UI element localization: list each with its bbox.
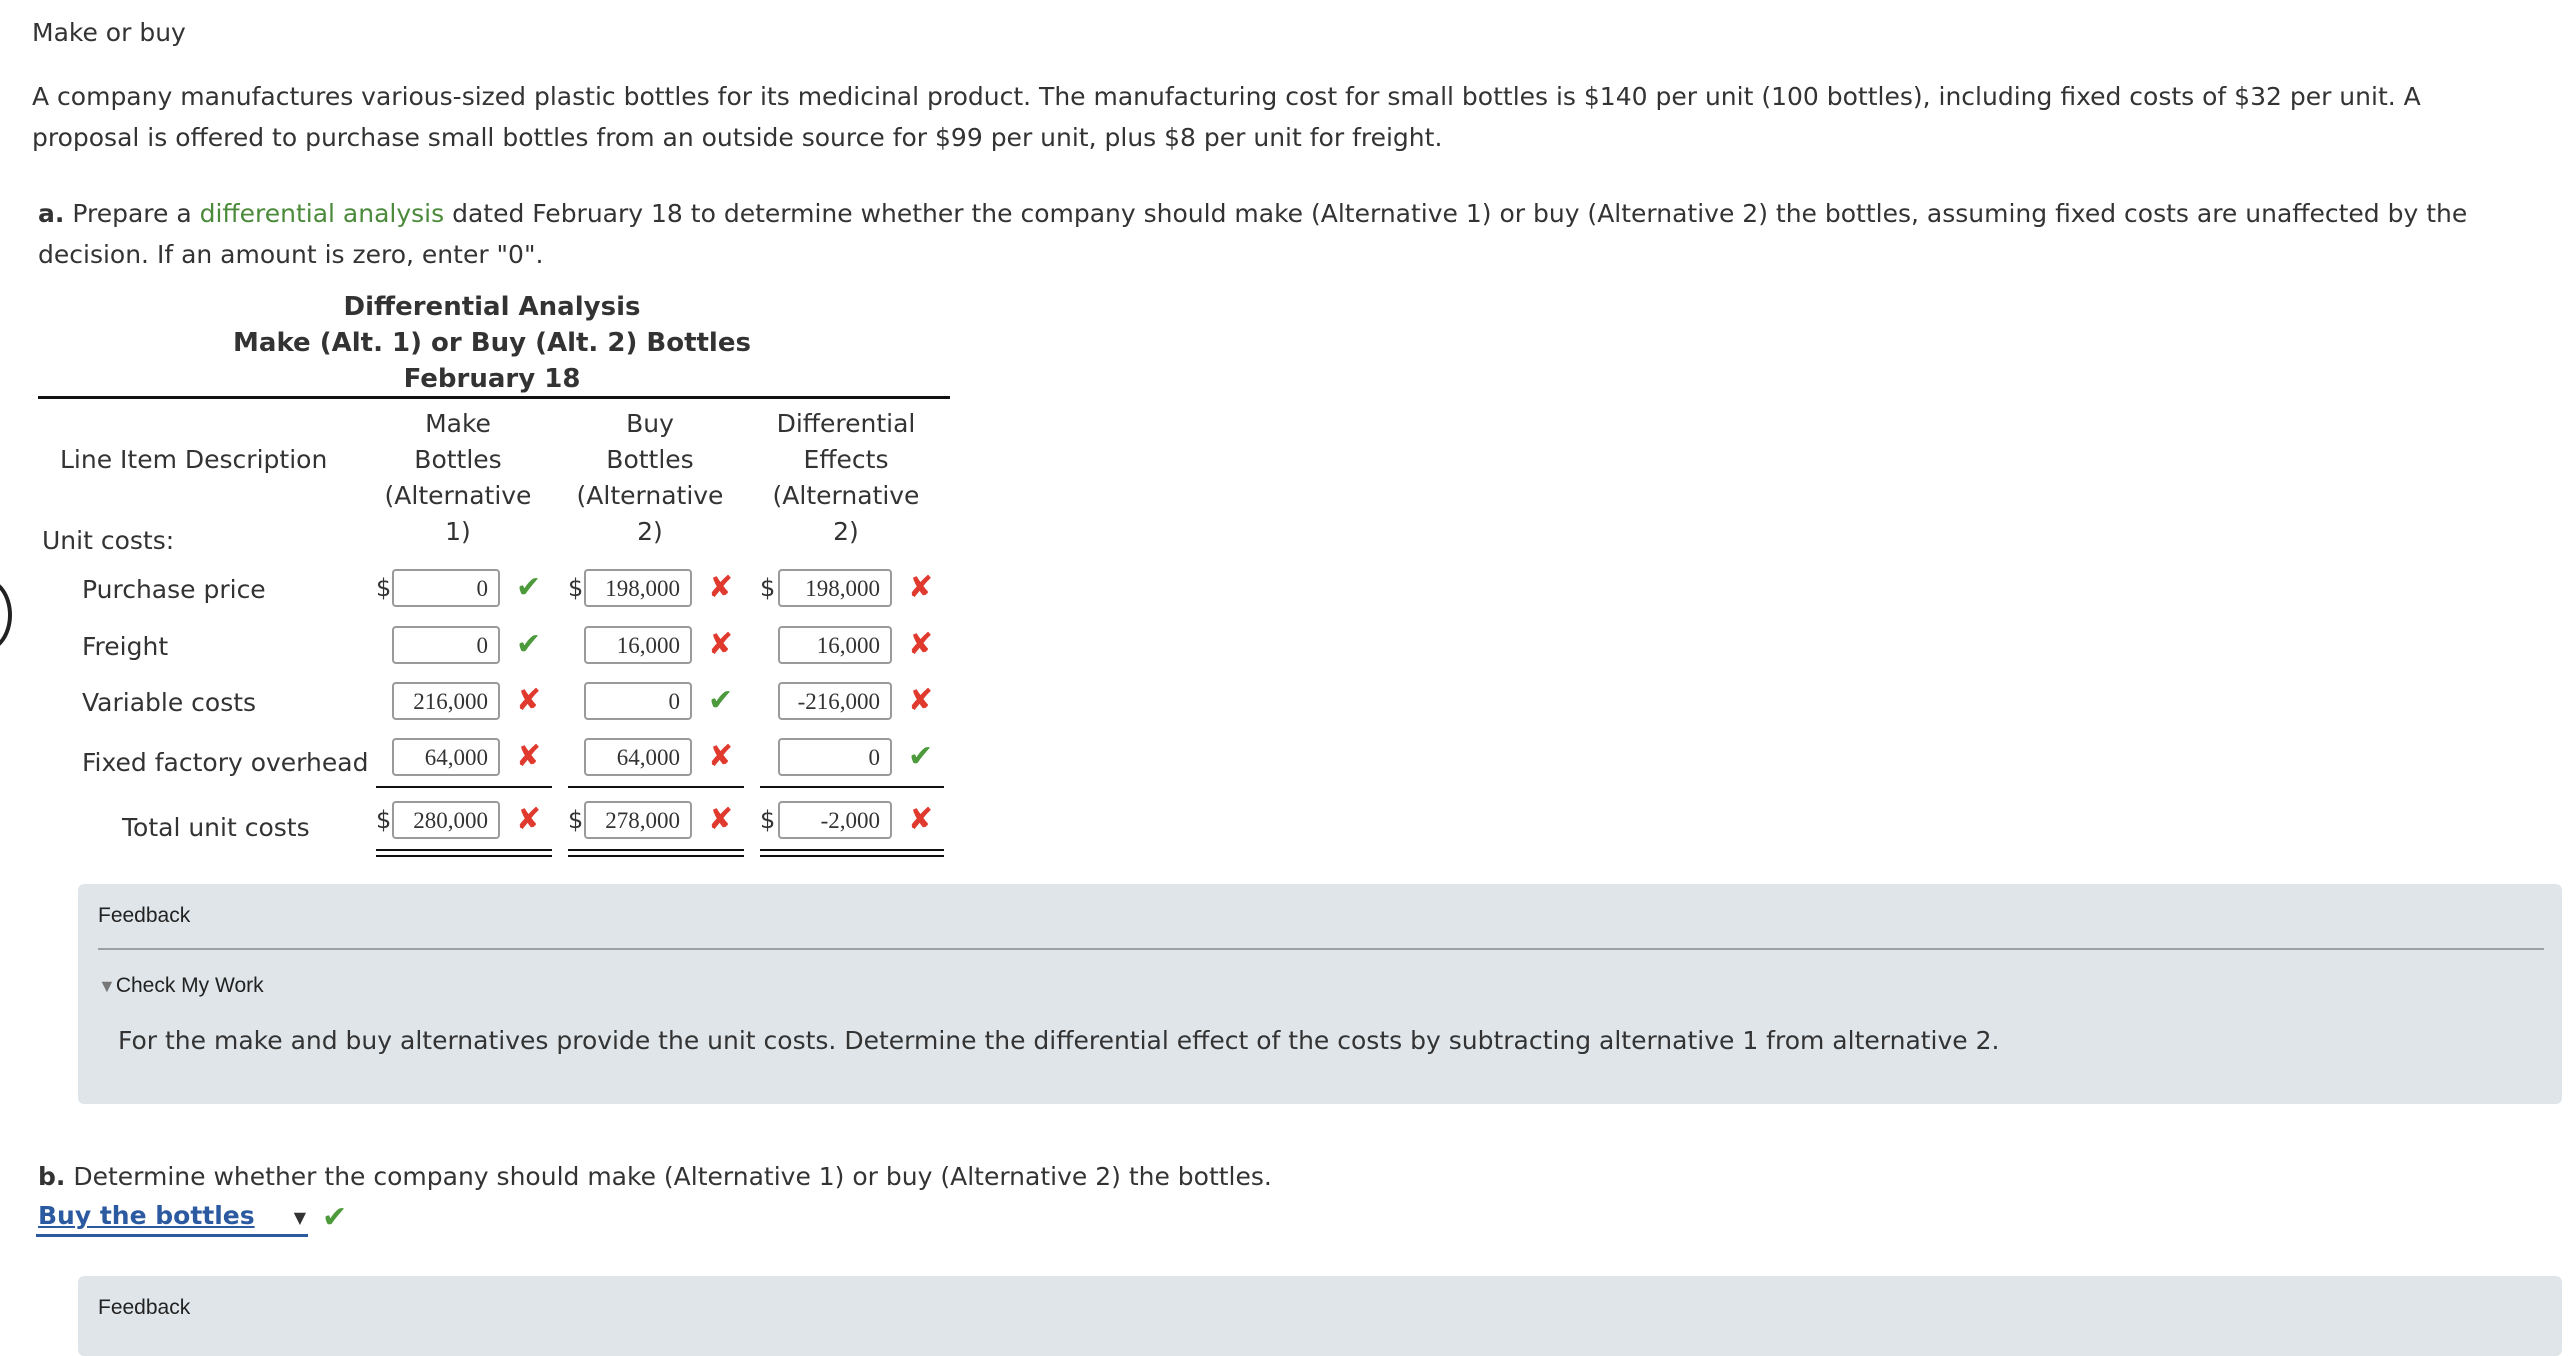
feedback-text: For the make and buy alternatives provide the unit costs. Determine the differential effect of the costs by subtracting alternative 1 from alternative 2. [118, 1026, 2000, 1055]
total-double-rule [376, 855, 552, 857]
triangle-down-icon: ▼ [98, 976, 116, 996]
x-icon: ✘ [708, 570, 734, 605]
purchase-price-make-input[interactable]: 0 [392, 569, 500, 607]
check-my-work-toggle[interactable]: ▼Check My Work [98, 974, 264, 997]
total-double-rule [568, 855, 744, 857]
table-top-rule [38, 396, 950, 399]
part-a-label: a. [38, 199, 65, 228]
part-a-instructions: a. Prepare a differential analysis dated February 18 to determine whether the company should make (Alternative 1) or buy (Alternative 2) the bottles, assuming fixed costs are unaffected by the decision. If an amount is zero, enter "0". [38, 199, 2468, 269]
chevron-down-icon: ▼ [293, 1208, 306, 1227]
check-icon: ✔ [908, 739, 934, 774]
x-icon: ✘ [516, 802, 542, 837]
total-buy-input[interactable]: 278,000 [584, 801, 692, 839]
freight-buy-input[interactable]: 16,000 [584, 626, 692, 664]
table-title: Differential Analysis [343, 292, 641, 322]
x-icon: ✘ [516, 739, 542, 774]
feedback-panel-2 [78, 1276, 2562, 1356]
table-date: February 18 [403, 364, 581, 394]
dollar-sign: $ [760, 574, 776, 602]
section-unit-costs: Unit costs: [42, 526, 175, 555]
dollar-sign: $ [568, 574, 584, 602]
decision-select[interactable]: Buy the bottles ▼ [36, 1201, 308, 1237]
fixed-overhead-buy-input[interactable]: 64,000 [584, 738, 692, 776]
total-double-rule [760, 855, 944, 857]
x-icon: ✘ [708, 627, 734, 662]
x-icon: ✘ [908, 570, 934, 605]
fixed-overhead-diff-input[interactable]: 0 [778, 738, 892, 776]
check-icon: ✔ [516, 570, 542, 605]
variable-costs-diff-input[interactable]: -216,000 [778, 682, 892, 720]
feedback-panel [78, 884, 2562, 1104]
variable-costs-buy-input[interactable]: 0 [584, 682, 692, 720]
dollar-sign: $ [376, 806, 392, 834]
x-icon: ✘ [908, 683, 934, 718]
variable-costs-make-input[interactable]: 216,000 [392, 682, 500, 720]
dollar-sign: $ [568, 806, 584, 834]
x-icon: ✘ [908, 802, 934, 837]
check-icon: ✔ [322, 1200, 348, 1235]
total-double-rule [760, 849, 944, 851]
differential-analysis-link[interactable]: differential analysis [199, 199, 445, 228]
purchase-price-buy-input[interactable]: 198,000 [584, 569, 692, 607]
check-icon: ✔ [708, 683, 734, 718]
row-label-variable-costs: Variable costs [82, 688, 257, 717]
col-header-make: Make Bottles (Alternative 1) [384, 409, 532, 546]
fixed-overhead-make-input[interactable]: 64,000 [392, 738, 500, 776]
row-label-fixed-overhead: Fixed factory overhead [82, 748, 369, 777]
subtotal-rule [376, 786, 552, 788]
part-b-label: b. [38, 1162, 66, 1191]
row-label-freight: Freight [82, 632, 169, 661]
check-icon: ✔ [516, 627, 542, 662]
col-header-buy: Buy Bottles (Alternative 2) [576, 409, 724, 546]
page-title: Make or buy [32, 18, 186, 47]
part-b-instructions: b. Determine whether the company should make (Alternative 1) or buy (Alternative 2) the bottles. [38, 1162, 1272, 1191]
dollar-sign: $ [760, 806, 776, 834]
total-make-input[interactable]: 280,000 [392, 801, 500, 839]
x-icon: ✘ [516, 683, 542, 718]
freight-diff-input[interactable]: 16,000 [778, 626, 892, 664]
row-label-total: Total unit costs [122, 813, 310, 842]
x-icon: ✘ [708, 802, 734, 837]
feedback-divider [98, 948, 2544, 950]
subtotal-rule [760, 786, 944, 788]
problem-intro: A company manufactures various-sized plastic bottles for its medicinal product. The manufacturing cost for small bottles is $140 per unit (100 bottles), including fixed costs of $32 per unit. A proposal is offered to purchase small bottles from an outside source for $99 per unit, plus $8 per unit for freight. [32, 82, 2421, 152]
purchase-price-diff-input[interactable]: 198,000 [778, 569, 892, 607]
partial-circle-icon [0, 578, 12, 652]
total-double-rule [376, 849, 552, 851]
feedback-label: Feedback [98, 1296, 191, 1319]
x-icon: ✘ [708, 739, 734, 774]
total-double-rule [568, 849, 744, 851]
col-header-description: Line Item Description [60, 445, 328, 474]
feedback-label: Feedback [98, 904, 191, 927]
x-icon: ✘ [908, 627, 934, 662]
col-header-differential: Differential Effects (Alternative 2) [772, 409, 920, 546]
dollar-sign: $ [376, 574, 392, 602]
subtotal-rule [568, 786, 744, 788]
total-diff-input[interactable]: -2,000 [778, 801, 892, 839]
row-label-purchase-price: Purchase price [82, 575, 266, 604]
freight-make-input[interactable]: 0 [392, 626, 500, 664]
table-subtitle: Make (Alt. 1) or Buy (Alt. 2) Bottles [233, 328, 751, 358]
